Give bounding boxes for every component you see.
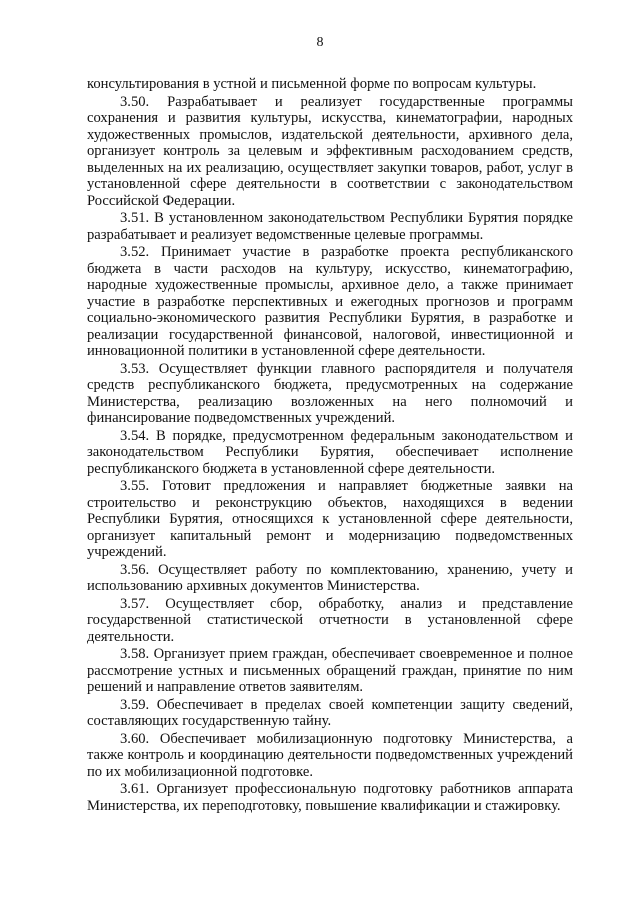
document-body	[87, 76, 573, 815]
paragraph-3-60: 3.60. Обеспечивает мобилизационную подготовку Министерства, а также контроль и координацию деятельности подведомственных учреждений по их мобилизационной подготовке.	[87, 730, 573, 780]
paragraph-3-51: 3.51. В установленном законодательством Республики Бурятия порядке разрабатывает и реализует ведомственные целевые программы.	[87, 210, 573, 243]
paragraph-3-52: 3.52. Принимает участие в разработке проекта республиканского бюджета в части расходов на культуру, искусство, кинематографию, народные художественные промыслы, архивное дело, а также принимает участие в разработке перспективных и ежегодных прогнозов и программ социально-экономического развития Республики Бурятия, в разработке и реализации государственной финансовой, налоговой, инвестиционной и инновационной политики в установленной сфере деятельности.	[87, 244, 573, 359]
paragraph-3-54: 3.54. В порядке, предусмотренном федеральным законодательством и законодательством Республики Бурятия, обеспечивает исполнение республиканского бюджета в установленной сфере деятельности.	[87, 427, 573, 477]
paragraph-3-56: 3.56. Осуществляет работу по комплектованию, хранению, учету и использованию архивных документов Министерства.	[87, 561, 573, 594]
paragraph-3-53: 3.53. Осуществляет функции главного распорядителя и получателя средств республиканского бюджета, предусмотренных на содержание Министерства, реализацию возложенных на него полномочий и финансирование подведомственных учреждений.	[87, 360, 573, 426]
paragraph-continuation: консультирования в устной и письменной форме по вопросам культуры.	[87, 76, 537, 92]
paragraph-3-58: 3.58. Организует прием граждан, обеспечивает своевременное и полное рассмотрение устных и письменных обращений граждан, принятие по ним решений и направление ответов заявителям.	[87, 646, 573, 695]
paragraph-3-50: 3.50. Разрабатывает и реализует государственные программы сохранения и развития культуры, искусства, кинематографии, народных художественных промыслов, издательской деятельности, архивного дела, организует контроль за целевым и эффективным расходованием средств, выделенных на их реализацию, осуществляет закупки товаров, работ, услуг в установленной сфере деятельности в соответствии с законодательством Российской Федерации.	[87, 93, 573, 209]
paragraph-3-61: 3.61. Организует профессиональную подготовку работников аппарата Министерства, их переподготовку, повышение квалификации и стажировку.	[87, 781, 573, 814]
page-number: 8	[316, 35, 324, 50]
paragraph-3-57: 3.57. Осуществляет сбор, обработку, анализ и представление государственной статистической отчетности в установленной сфере деятельности.	[87, 595, 573, 645]
paragraph-3-59: 3.59. Обеспечивает в пределах своей компетенции защиту сведений, составляющих государственную тайну.	[87, 696, 573, 729]
paragraph-3-55: 3.55. Готовит предложения и направляет бюджетные заявки на строительство и реконструкцию объектов, находящихся в ведении Республики Бурятия, относящихся к установленной сфере деятельности, организует капитальный ремонт и модернизацию подведомственных учреждений.	[87, 478, 573, 560]
